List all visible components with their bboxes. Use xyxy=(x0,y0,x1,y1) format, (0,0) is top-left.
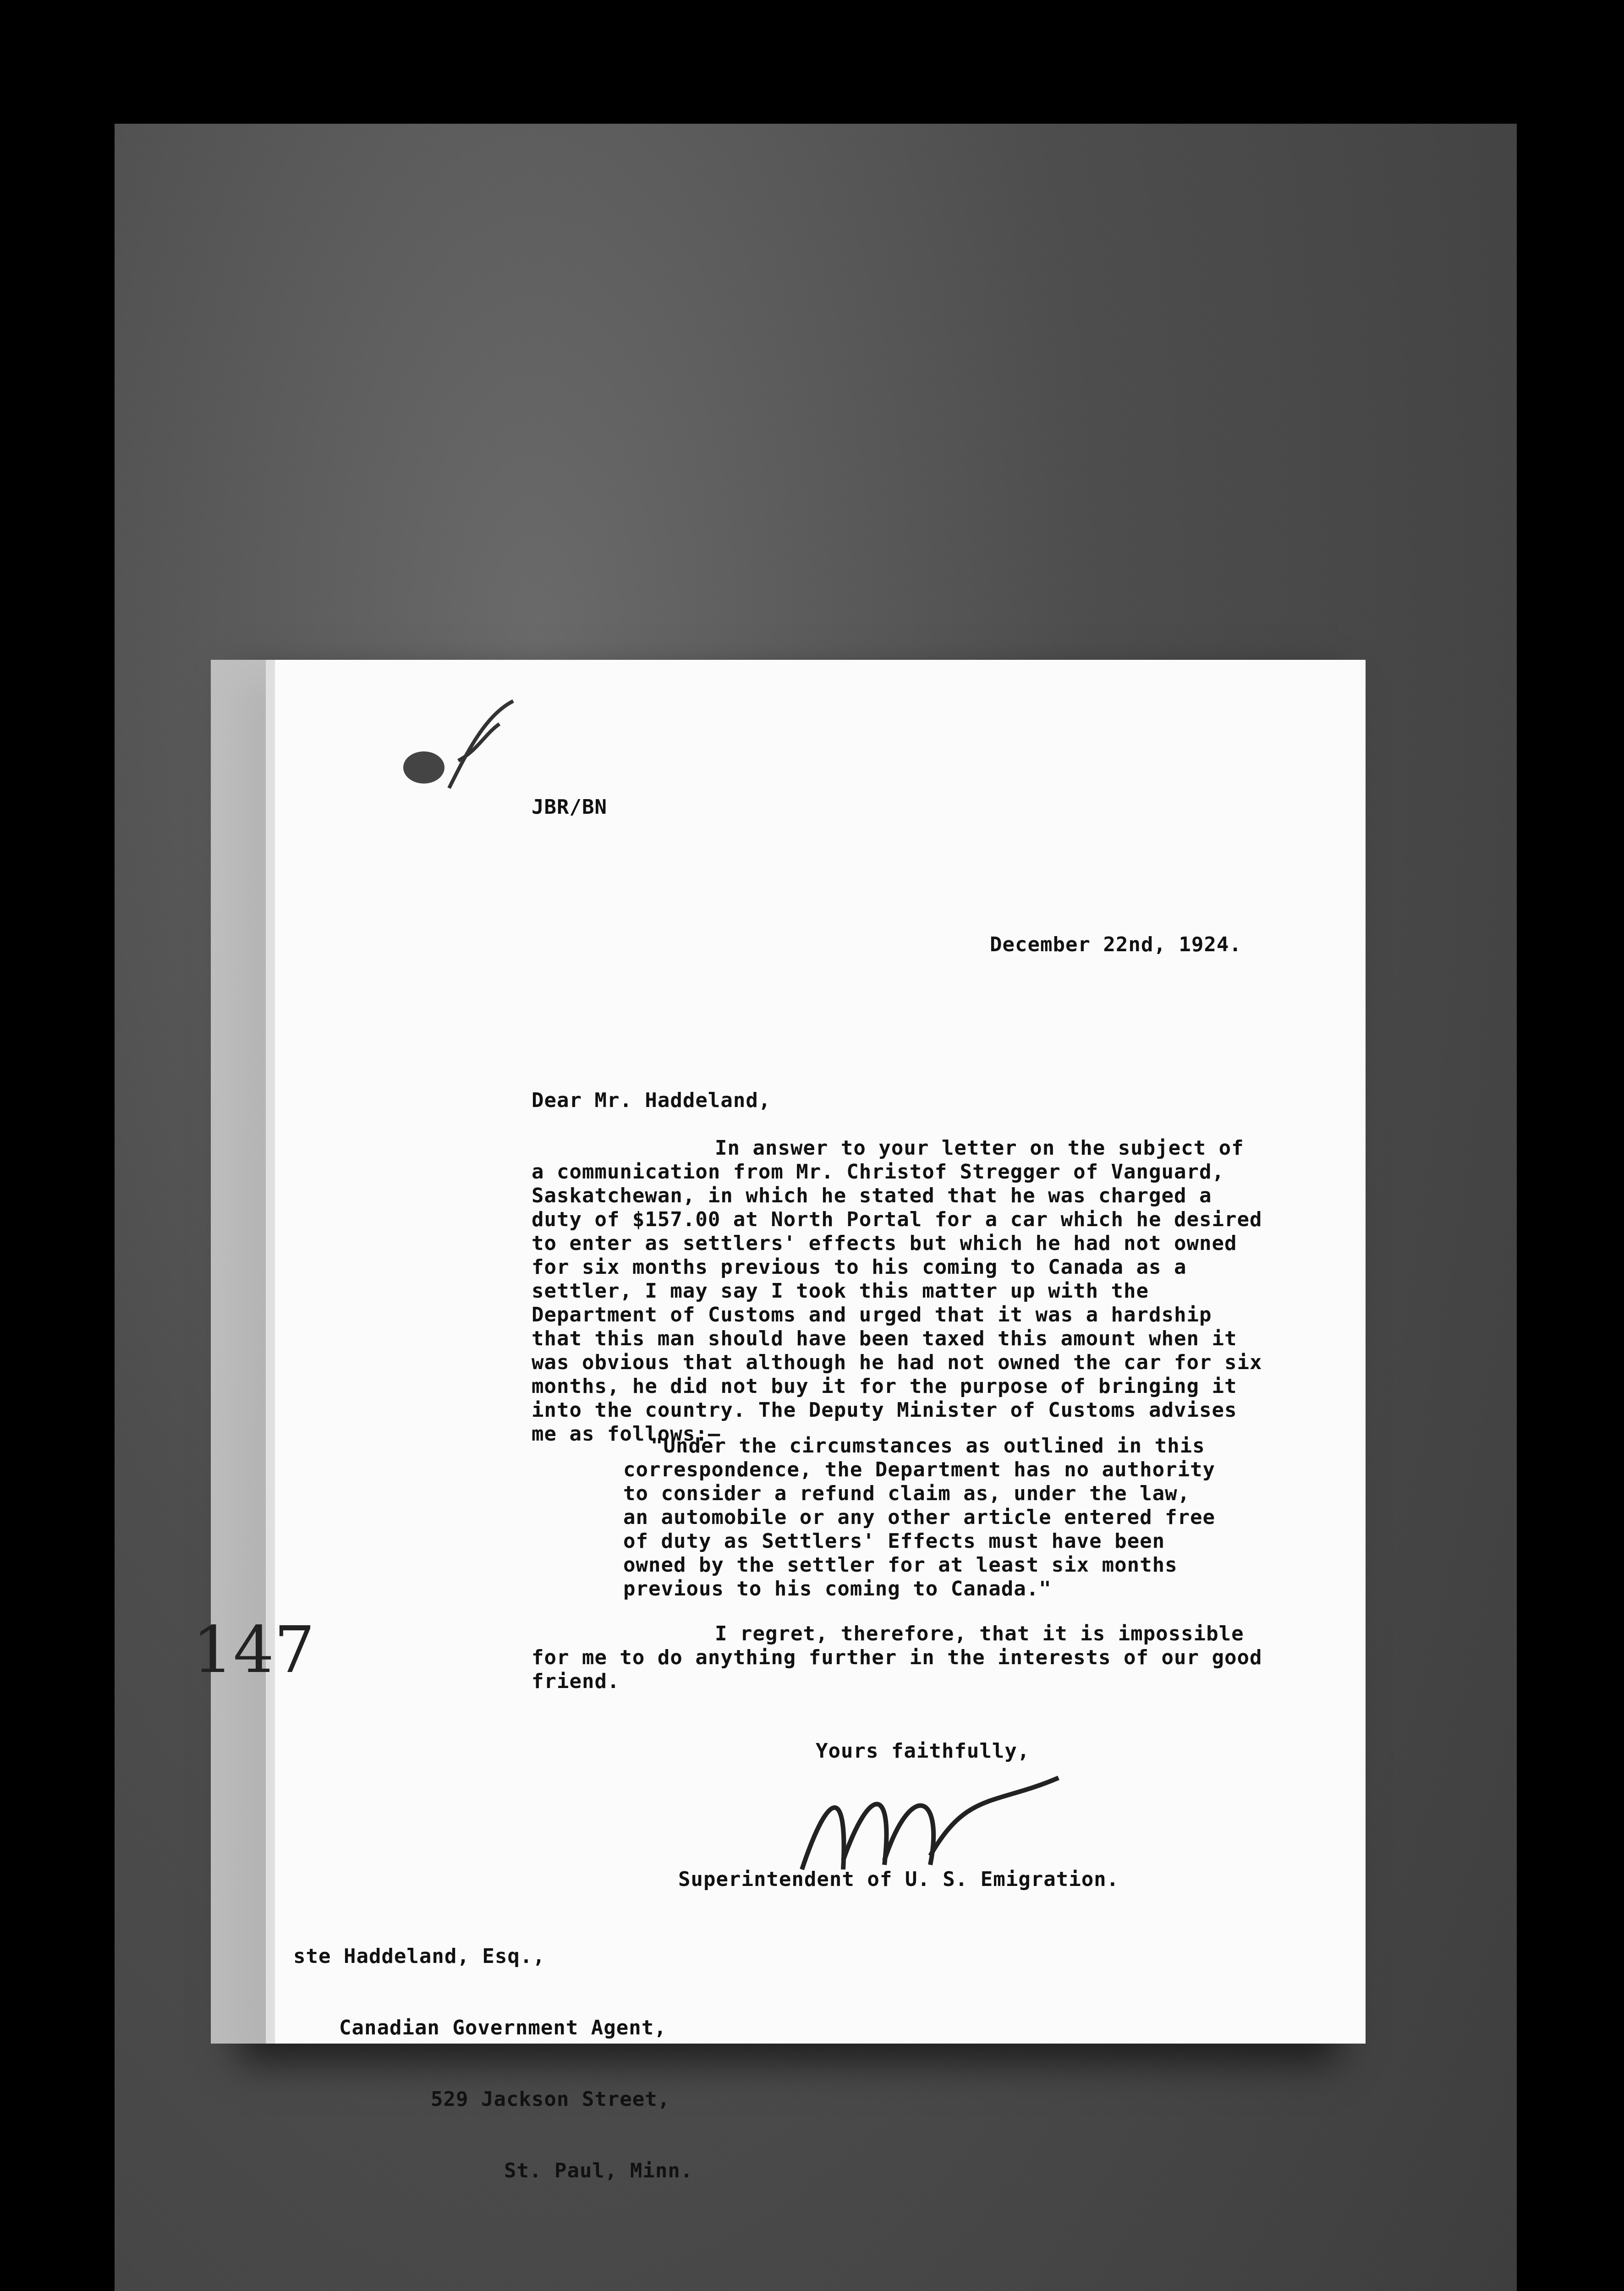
address-line: St. Paul, Minn. xyxy=(504,2159,693,2182)
handwritten-file-number: 147 xyxy=(192,1613,315,1688)
reference-initials: JBR/BN xyxy=(532,795,607,819)
handwritten-mark xyxy=(431,696,522,797)
signatory-title: Superintendent of U. S. Emigration. xyxy=(678,1868,1119,1891)
address-line: 529 Jackson Street, xyxy=(431,2088,670,2111)
closing: Yours faithfully, xyxy=(816,1739,1030,1763)
address-line: Canadian Government Agent, xyxy=(339,2016,667,2039)
address-line: ste Haddeland, Esq., xyxy=(293,1945,545,1968)
quoted-reply: "Under the circumstances as outlined in this correspondence, the Department has no authority to consider a refund claim as, under the law, an automobile or any other article entered free of duty as Settlers' Effects must have been owned by the settler for at least six months previous to his coming to Canada." xyxy=(623,1434,1216,1600)
salutation: Dear Mr. Haddeland, xyxy=(532,1089,771,1112)
letter-page xyxy=(192,660,1366,2182)
body-paragraph-1: In answer to your letter on the subject of a communication from Mr. Christof Stregger of Vanguard, Saskatchewan, in which he stated that he was charged a duty of $157.00 at North Portal for a car which he desired to enter as settlers' effects but which he had not owned for six months previous to his coming to Canada as a settler, I may say I took this matter up with the Department of Customs and urged that it was a hardship that this man should have been taxed this amount when it was obvious that although he had not owned the car for six months, he did not buy it for the purpose of bringing it into the country. The Deputy Minister of Customs advises me as follows:— xyxy=(532,1136,1262,1446)
letter-date: December 22nd, 1924. xyxy=(990,933,1242,956)
body-paragraph-2: I regret, therefore, that it is impossible for me to do anything further in the interests of our good friend. xyxy=(532,1622,1262,1693)
page-binding-edge xyxy=(211,660,275,2044)
recipient-address xyxy=(293,1897,693,2231)
